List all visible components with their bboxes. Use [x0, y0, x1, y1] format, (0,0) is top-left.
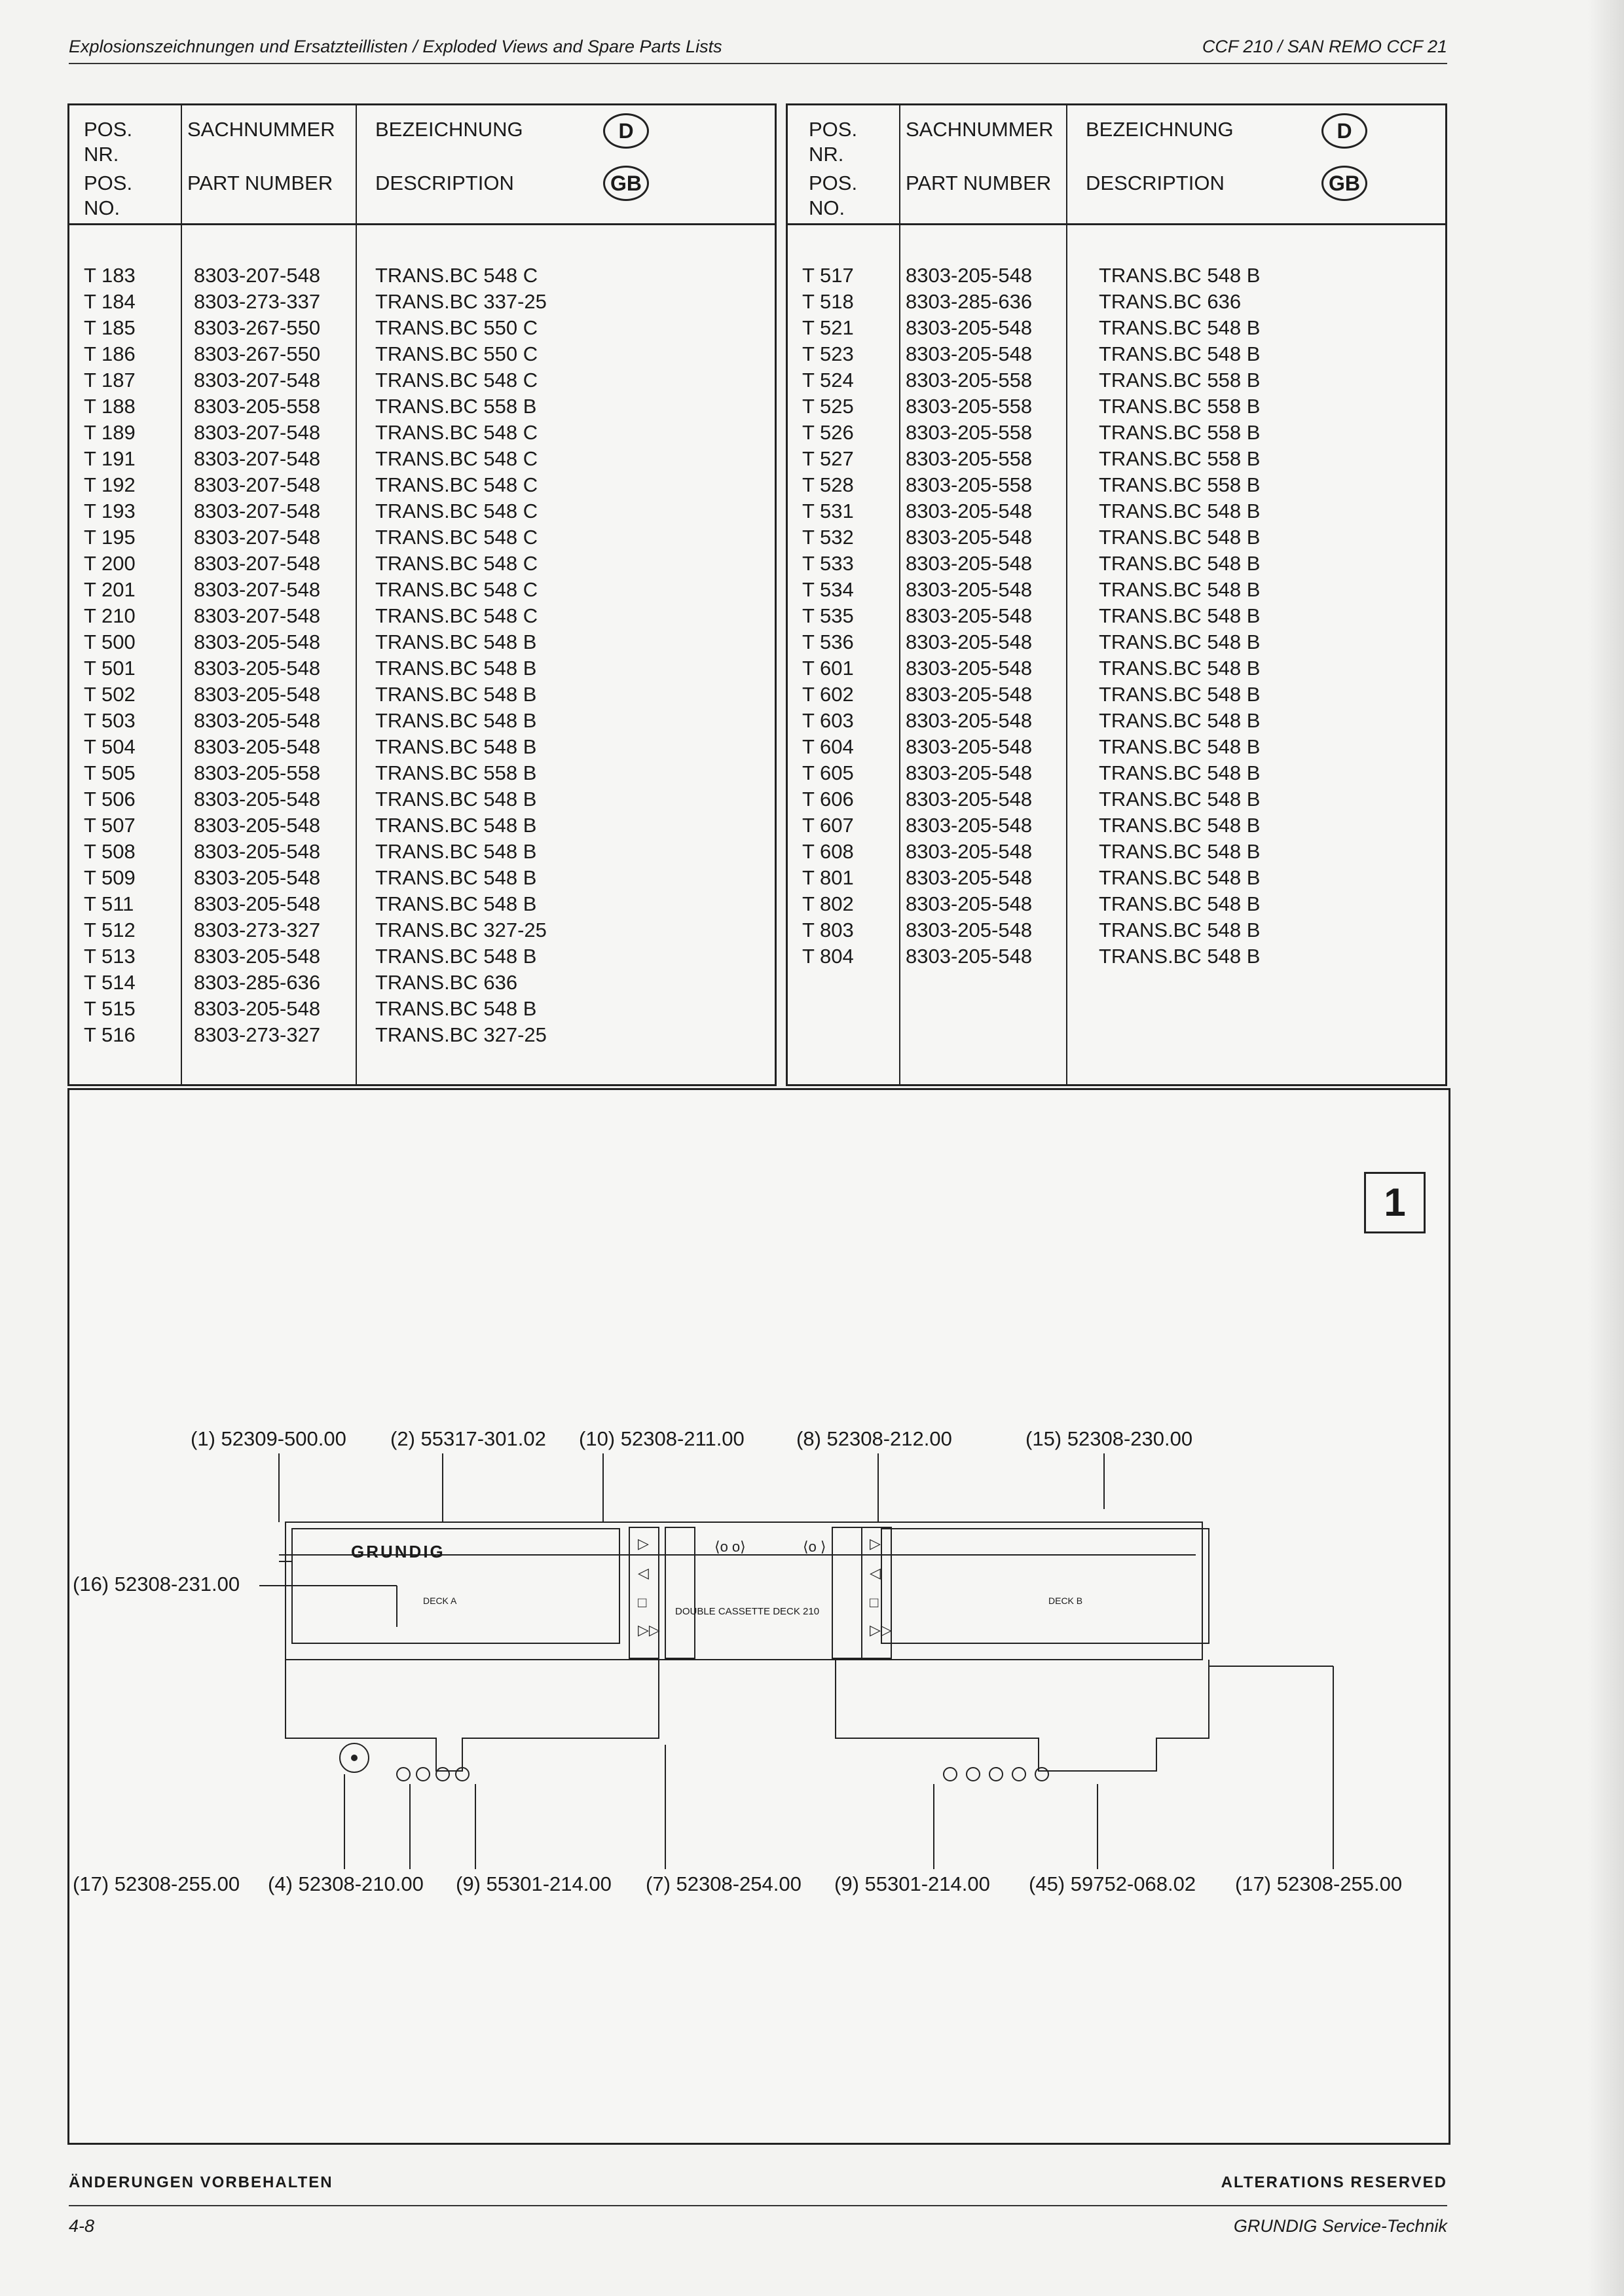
pos-cell: T 509 — [84, 866, 136, 889]
part-number-cell: 8303-205-558 — [194, 761, 321, 784]
description-cell: TRANS.BC 548 B — [1099, 919, 1261, 941]
pos-cell: T 521 — [802, 316, 854, 339]
description-cell: TRANS.BC 636 — [375, 971, 518, 994]
table-row — [69, 943, 775, 970]
table-row — [69, 289, 775, 315]
part-number-cell: 8303-205-548 — [194, 709, 321, 732]
table-row — [788, 498, 1445, 524]
pos-cell: T 801 — [802, 866, 854, 889]
part-number-cell: 8303-205-548 — [906, 578, 1033, 601]
svg-text:⟨o ⟩: ⟨o ⟩ — [803, 1539, 826, 1555]
callout-17-left: (17) 52308-255.00 — [73, 1872, 240, 1895]
pos-cell: T 608 — [802, 840, 854, 863]
part-number-cell: 8303-205-548 — [906, 761, 1033, 784]
description-cell: TRANS.BC 548 B — [375, 735, 537, 758]
parts-table-left — [67, 103, 777, 1086]
table-row — [788, 367, 1445, 393]
deck-a-label: DECK A — [423, 1595, 457, 1606]
pos-header-en: POS. NO. — [809, 172, 858, 219]
part-number-cell: 8303-205-558 — [906, 421, 1033, 444]
language-badge-en: GB — [603, 166, 649, 201]
pos-cell: T 501 — [84, 657, 136, 680]
pos-cell: T 185 — [84, 316, 136, 339]
pos-cell: T 502 — [84, 683, 136, 706]
callout-9-left: (9) 55301-214.00 — [456, 1872, 612, 1895]
pos-cell: T 508 — [84, 840, 136, 863]
table-row — [69, 760, 775, 786]
table-row — [788, 682, 1445, 708]
pos-cell: T 184 — [84, 290, 136, 313]
pos-cell: T 188 — [84, 395, 136, 418]
description-cell: TRANS.BC 548 B — [1099, 892, 1261, 915]
description-cell: TRANS.BC 548 B — [1099, 552, 1261, 575]
part-header-de: SACHNUMMER — [906, 118, 1054, 141]
table-row — [69, 472, 775, 498]
pos-cell: T 195 — [84, 526, 136, 549]
pos-cell: T 193 — [84, 500, 136, 522]
svg-text:▷▷: ▷▷ — [870, 1622, 892, 1638]
table-row — [69, 970, 775, 996]
pos-cell: T 604 — [802, 735, 854, 758]
description-cell: TRANS.BC 548 B — [375, 840, 537, 863]
pos-cell: T 511 — [84, 892, 134, 915]
description-cell: TRANS.BC 558 B — [1099, 369, 1261, 392]
callout-2: (2) 55317-301.02 — [390, 1427, 546, 1450]
table-row — [788, 551, 1445, 577]
pos-cell: T 525 — [802, 395, 854, 418]
table-row — [69, 498, 775, 524]
part-number-cell: 8303-207-548 — [194, 264, 321, 287]
table-row — [788, 263, 1445, 289]
pos-cell: T 189 — [84, 421, 136, 444]
description-cell: TRANS.BC 548 B — [375, 945, 537, 968]
svg-text:◁: ◁ — [638, 1565, 649, 1581]
description-cell: TRANS.BC 548 B — [1099, 761, 1261, 784]
part-number-cell: 8303-205-558 — [194, 395, 321, 418]
description-cell: TRANS.BC 558 B — [1099, 447, 1261, 470]
pos-cell: T 187 — [84, 369, 136, 392]
description-cell: TRANS.BC 636 — [1099, 290, 1242, 313]
part-number-cell: 8303-207-548 — [194, 447, 321, 470]
description-cell: TRANS.BC 558 B — [375, 761, 537, 784]
part-number-cell: 8303-205-548 — [194, 945, 321, 968]
svg-text:□: □ — [870, 1594, 879, 1611]
page-header-model: CCF 210 / SAN REMO CCF 21 — [1202, 37, 1447, 56]
part-number-cell: 8303-207-548 — [194, 526, 321, 549]
pos-cell: T 526 — [802, 421, 854, 444]
pos-header-de: POS. NR. — [84, 118, 133, 166]
table-row — [788, 786, 1445, 812]
svg-text:▷▷: ▷▷ — [638, 1622, 660, 1638]
table-row — [788, 891, 1445, 917]
part-number-cell: 8303-205-548 — [906, 945, 1033, 968]
exploded-view-diagram — [67, 1088, 1450, 2145]
pos-cell: T 607 — [802, 814, 854, 837]
pos-cell: T 603 — [802, 709, 854, 732]
table-row — [69, 812, 775, 839]
parts-table-right — [786, 103, 1447, 1086]
description-cell: TRANS.BC 548 B — [1099, 264, 1261, 287]
description-cell: TRANS.BC 548 B — [1099, 866, 1261, 889]
language-badge-de: D — [1321, 113, 1367, 149]
table-row — [69, 446, 775, 472]
parts-rows-left — [69, 263, 775, 1048]
pos-cell: T 605 — [802, 761, 854, 784]
table-row — [69, 367, 775, 393]
part-number-cell: 8303-207-548 — [194, 604, 321, 627]
table-row — [788, 524, 1445, 551]
table-row — [788, 943, 1445, 970]
pos-cell: T 518 — [802, 290, 854, 313]
svg-text:◁: ◁ — [870, 1565, 881, 1581]
pos-cell: T 523 — [802, 342, 854, 365]
pos-cell: T 516 — [84, 1023, 136, 1046]
pos-cell: T 515 — [84, 997, 136, 1020]
part-number-cell: 8303-207-548 — [194, 578, 321, 601]
part-number-cell: 8303-205-548 — [194, 683, 321, 706]
pos-cell: T 802 — [802, 892, 854, 915]
part-number-cell: 8303-207-548 — [194, 552, 321, 575]
table-row — [69, 551, 775, 577]
table-row — [788, 315, 1445, 341]
description-cell: TRANS.BC 548 B — [1099, 735, 1261, 758]
table-row — [69, 734, 775, 760]
callout-7: (7) 52308-254.00 — [646, 1872, 802, 1895]
table-row — [788, 472, 1445, 498]
callout-16: (16) 52308-231.00 — [73, 1573, 240, 1595]
description-cell: TRANS.BC 337-25 — [375, 290, 547, 313]
part-number-cell: 8303-205-548 — [906, 840, 1033, 863]
table-row — [788, 839, 1445, 865]
table-row — [788, 446, 1445, 472]
description-cell: TRANS.BC 550 C — [375, 316, 538, 339]
part-number-cell: 8303-207-548 — [194, 421, 321, 444]
table-row — [788, 734, 1445, 760]
pos-cell: T 200 — [84, 552, 136, 575]
pos-cell: T 504 — [84, 735, 136, 758]
pos-cell: T 186 — [84, 342, 136, 365]
pos-cell: T 210 — [84, 604, 136, 627]
part-number-cell: 8303-205-548 — [194, 866, 321, 889]
pos-cell: T 534 — [802, 578, 854, 601]
parts-rows-right — [788, 263, 1445, 970]
svg-text:▷: ▷ — [870, 1535, 881, 1552]
pos-cell: T 533 — [802, 552, 854, 575]
pos-cell: T 527 — [802, 447, 854, 470]
pos-cell: T 506 — [84, 788, 136, 811]
pos-cell: T 804 — [802, 945, 854, 968]
description-cell: TRANS.BC 548 B — [1099, 342, 1261, 365]
table-row — [788, 708, 1445, 734]
part-number-cell: 8303-205-548 — [906, 892, 1033, 915]
pos-cell: T 503 — [84, 709, 136, 732]
description-cell: TRANS.BC 548 B — [375, 657, 537, 680]
callout-8: (8) 52308-212.00 — [796, 1427, 952, 1450]
description-cell: TRANS.BC 548 B — [1099, 578, 1261, 601]
table-row — [788, 393, 1445, 420]
pos-cell: T 507 — [84, 814, 136, 837]
description-cell: TRANS.BC 548 B — [375, 814, 537, 837]
part-number-cell: 8303-205-548 — [194, 814, 321, 837]
table-row — [69, 393, 775, 420]
deck-center-label: DOUBLE CASSETTE DECK 210 — [675, 1606, 820, 1617]
table-row — [69, 708, 775, 734]
table-row — [69, 524, 775, 551]
description-cell: TRANS.BC 327-25 — [375, 919, 547, 941]
pos-cell: T 513 — [84, 945, 136, 968]
description-cell: TRANS.BC 548 B — [375, 709, 537, 732]
description-cell: TRANS.BC 548 B — [1099, 945, 1261, 968]
desc-header-de: BEZEICHNUNG — [1086, 118, 1234, 141]
table-row — [788, 812, 1445, 839]
description-cell: TRANS.BC 548 C — [375, 552, 538, 575]
header-divider — [788, 223, 1445, 225]
table-row — [69, 917, 775, 943]
table-row — [788, 603, 1445, 629]
table-row — [788, 289, 1445, 315]
description-cell: TRANS.BC 548 B — [1099, 316, 1261, 339]
callout-17-right: (17) 52308-255.00 — [1235, 1872, 1403, 1895]
svg-text:⟨o o⟩: ⟨o o⟩ — [714, 1539, 746, 1555]
table-row — [788, 577, 1445, 603]
part-number-cell: 8303-205-548 — [906, 683, 1033, 706]
description-cell: TRANS.BC 548 B — [375, 997, 537, 1020]
part-number-cell: 8303-205-548 — [906, 316, 1033, 339]
table-row — [69, 786, 775, 812]
pos-header-de: POS. NR. — [809, 118, 858, 166]
part-number-cell: 8303-207-548 — [194, 473, 321, 496]
desc-header-en: DESCRIPTION — [375, 172, 514, 194]
description-cell: TRANS.BC 558 B — [1099, 473, 1261, 496]
page-number: 4-8 — [69, 2216, 95, 2236]
pos-cell: T 601 — [802, 657, 854, 680]
part-number-cell: 8303-205-548 — [906, 604, 1033, 627]
table-row — [69, 1022, 775, 1048]
pos-cell: T 803 — [802, 919, 854, 941]
description-cell: TRANS.BC 550 C — [375, 342, 538, 365]
part-number-cell: 8303-205-548 — [906, 709, 1033, 732]
description-cell: TRANS.BC 548 B — [1099, 500, 1261, 522]
description-cell: TRANS.BC 558 B — [375, 395, 537, 418]
table-row — [69, 996, 775, 1022]
table-row — [69, 682, 775, 708]
description-cell: TRANS.BC 558 B — [1099, 395, 1261, 418]
description-cell: TRANS.BC 548 C — [375, 369, 538, 392]
footer-brand: GRUNDIG Service-Technik — [1233, 2216, 1447, 2236]
table-row — [69, 891, 775, 917]
language-badge-en: GB — [1321, 166, 1367, 201]
description-cell: TRANS.BC 548 C — [375, 526, 538, 549]
description-cell: TRANS.BC 327-25 — [375, 1023, 547, 1046]
description-cell: TRANS.BC 548 C — [375, 578, 538, 601]
part-number-cell: 8303-205-548 — [906, 735, 1033, 758]
description-cell: TRANS.BC 558 B — [1099, 421, 1261, 444]
description-cell: TRANS.BC 548 B — [1099, 709, 1261, 732]
part-number-cell: 8303-205-548 — [906, 788, 1033, 811]
part-number-cell: 8303-273-327 — [194, 919, 321, 941]
description-cell: TRANS.BC 548 B — [1099, 630, 1261, 653]
part-number-cell: 8303-273-327 — [194, 1023, 321, 1046]
pos-cell: T 531 — [802, 500, 854, 522]
pos-cell: T 524 — [802, 369, 854, 392]
description-cell: TRANS.BC 548 B — [1099, 683, 1261, 706]
table-row — [788, 420, 1445, 446]
part-number-cell: 8303-205-548 — [194, 840, 321, 863]
desc-header-de: BEZEICHNUNG — [375, 118, 523, 141]
description-cell: TRANS.BC 548 B — [375, 866, 537, 889]
header-rule — [69, 63, 1447, 64]
part-number-cell: 8303-205-548 — [194, 630, 321, 653]
part-number-cell: 8303-205-558 — [906, 369, 1033, 392]
pos-cell: T 514 — [84, 971, 136, 994]
table-row — [788, 917, 1445, 943]
part-number-cell: 8303-207-548 — [194, 369, 321, 392]
description-cell: TRANS.BC 548 C — [375, 473, 538, 496]
part-number-cell: 8303-205-558 — [906, 473, 1033, 496]
description-cell: TRANS.BC 548 B — [1099, 657, 1261, 680]
part-number-cell: 8303-205-548 — [194, 788, 321, 811]
part-header-en: PART NUMBER — [187, 172, 333, 194]
table-row — [788, 629, 1445, 655]
callout-10: (10) 52308-211.00 — [579, 1427, 745, 1450]
header-divider — [69, 223, 775, 225]
page-edge — [1588, 0, 1624, 2296]
pos-cell: T 505 — [84, 761, 136, 784]
footer-rule — [69, 2205, 1447, 2206]
callout-15: (15) 52308-230.00 — [1025, 1427, 1193, 1450]
description-cell: TRANS.BC 548 C — [375, 604, 538, 627]
part-number-cell: 8303-205-548 — [906, 342, 1033, 365]
callout-45: (45) 59752-068.02 — [1029, 1872, 1196, 1895]
pos-cell: T 500 — [84, 630, 136, 653]
page-header-title: Explosionszeichnungen und Ersatzteillisten / Exploded Views and Spare Parts Lists — [69, 37, 722, 56]
part-number-cell: 8303-205-548 — [194, 735, 321, 758]
description-cell: TRANS.BC 548 B — [1099, 526, 1261, 549]
pos-cell: T 183 — [84, 264, 136, 287]
part-number-cell: 8303-205-548 — [906, 264, 1033, 287]
callout-4: (4) 52308-210.00 — [268, 1872, 424, 1895]
pos-cell: T 532 — [802, 526, 854, 549]
part-number-cell: 8303-285-636 — [194, 971, 321, 994]
table-row — [788, 865, 1445, 891]
description-cell: TRANS.BC 548 B — [375, 892, 537, 915]
footer-note-de: ÄNDERUNGEN VORBEHALTEN — [69, 2174, 333, 2191]
part-number-cell: 8303-205-548 — [906, 657, 1033, 680]
part-number-cell: 8303-205-548 — [906, 919, 1033, 941]
description-cell: TRANS.BC 548 B — [375, 788, 537, 811]
svg-text:▷: ▷ — [638, 1535, 649, 1552]
pos-cell: T 528 — [802, 473, 854, 496]
part-header-en: PART NUMBER — [906, 172, 1052, 194]
description-cell: TRANS.BC 548 B — [1099, 788, 1261, 811]
pos-cell: T 201 — [84, 578, 136, 601]
callout-1: (1) 52309-500.00 — [191, 1427, 346, 1450]
table-row — [69, 577, 775, 603]
table-row — [69, 341, 775, 367]
footer-note-en: ALTERATIONS RESERVED — [1221, 2174, 1447, 2191]
table-row — [788, 341, 1445, 367]
table-row — [788, 655, 1445, 682]
part-number-cell: 8303-205-548 — [906, 630, 1033, 653]
pos-cell: T 536 — [802, 630, 854, 653]
part-number-cell: 8303-205-558 — [906, 395, 1033, 418]
description-cell: TRANS.BC 548 C — [375, 264, 538, 287]
part-number-cell: 8303-205-548 — [194, 892, 321, 915]
table-row — [69, 839, 775, 865]
deck-b-label: DECK B — [1048, 1595, 1083, 1606]
description-cell: TRANS.BC 548 C — [375, 421, 538, 444]
description-cell: TRANS.BC 548 C — [375, 447, 538, 470]
table-row — [69, 603, 775, 629]
part-number-cell: 8303-207-548 — [194, 500, 321, 522]
pos-cell: T 606 — [802, 788, 854, 811]
table-row — [69, 263, 775, 289]
description-cell: TRANS.BC 548 B — [375, 683, 537, 706]
svg-text:□: □ — [638, 1594, 647, 1611]
part-number-cell: 8303-205-548 — [194, 997, 321, 1020]
part-number-cell: 8303-205-548 — [906, 866, 1033, 889]
callout-9-right: (9) 55301-214.00 — [834, 1872, 990, 1895]
description-cell: TRANS.BC 548 B — [1099, 814, 1261, 837]
pos-cell: T 602 — [802, 683, 854, 706]
desc-header-en: DESCRIPTION — [1086, 172, 1225, 194]
pos-cell: T 191 — [84, 447, 136, 470]
table-row — [69, 315, 775, 341]
pos-cell: T 535 — [802, 604, 854, 627]
part-number-cell: 8303-205-548 — [906, 552, 1033, 575]
table-row — [69, 629, 775, 655]
part-number-cell: 8303-205-548 — [906, 814, 1033, 837]
table-row — [788, 760, 1445, 786]
part-number-cell: 8303-205-558 — [906, 447, 1033, 470]
table-row — [69, 865, 775, 891]
part-number-cell: 8303-205-548 — [906, 500, 1033, 522]
part-number-cell: 8303-205-548 — [194, 657, 321, 680]
part-number-cell: 8303-205-548 — [906, 526, 1033, 549]
description-cell: TRANS.BC 548 C — [375, 500, 538, 522]
pos-header-en: POS. NO. — [84, 172, 133, 219]
figure-number-badge: 1 — [1364, 1172, 1426, 1233]
table-row — [69, 420, 775, 446]
part-header-de: SACHNUMMER — [187, 118, 335, 141]
grundig-logo: GRUNDIG — [351, 1542, 445, 1561]
part-number-cell: 8303-267-550 — [194, 316, 321, 339]
description-cell: TRANS.BC 548 B — [1099, 840, 1261, 863]
table-row — [69, 655, 775, 682]
language-badge-de: D — [603, 113, 649, 149]
description-cell: TRANS.BC 548 B — [375, 630, 537, 653]
description-cell: TRANS.BC 548 B — [1099, 604, 1261, 627]
pos-cell: T 192 — [84, 473, 136, 496]
part-number-cell: 8303-267-550 — [194, 342, 321, 365]
part-number-cell: 8303-285-636 — [906, 290, 1033, 313]
pos-cell: T 512 — [84, 919, 136, 941]
part-number-cell: 8303-273-337 — [194, 290, 321, 313]
pos-cell: T 517 — [802, 264, 854, 287]
